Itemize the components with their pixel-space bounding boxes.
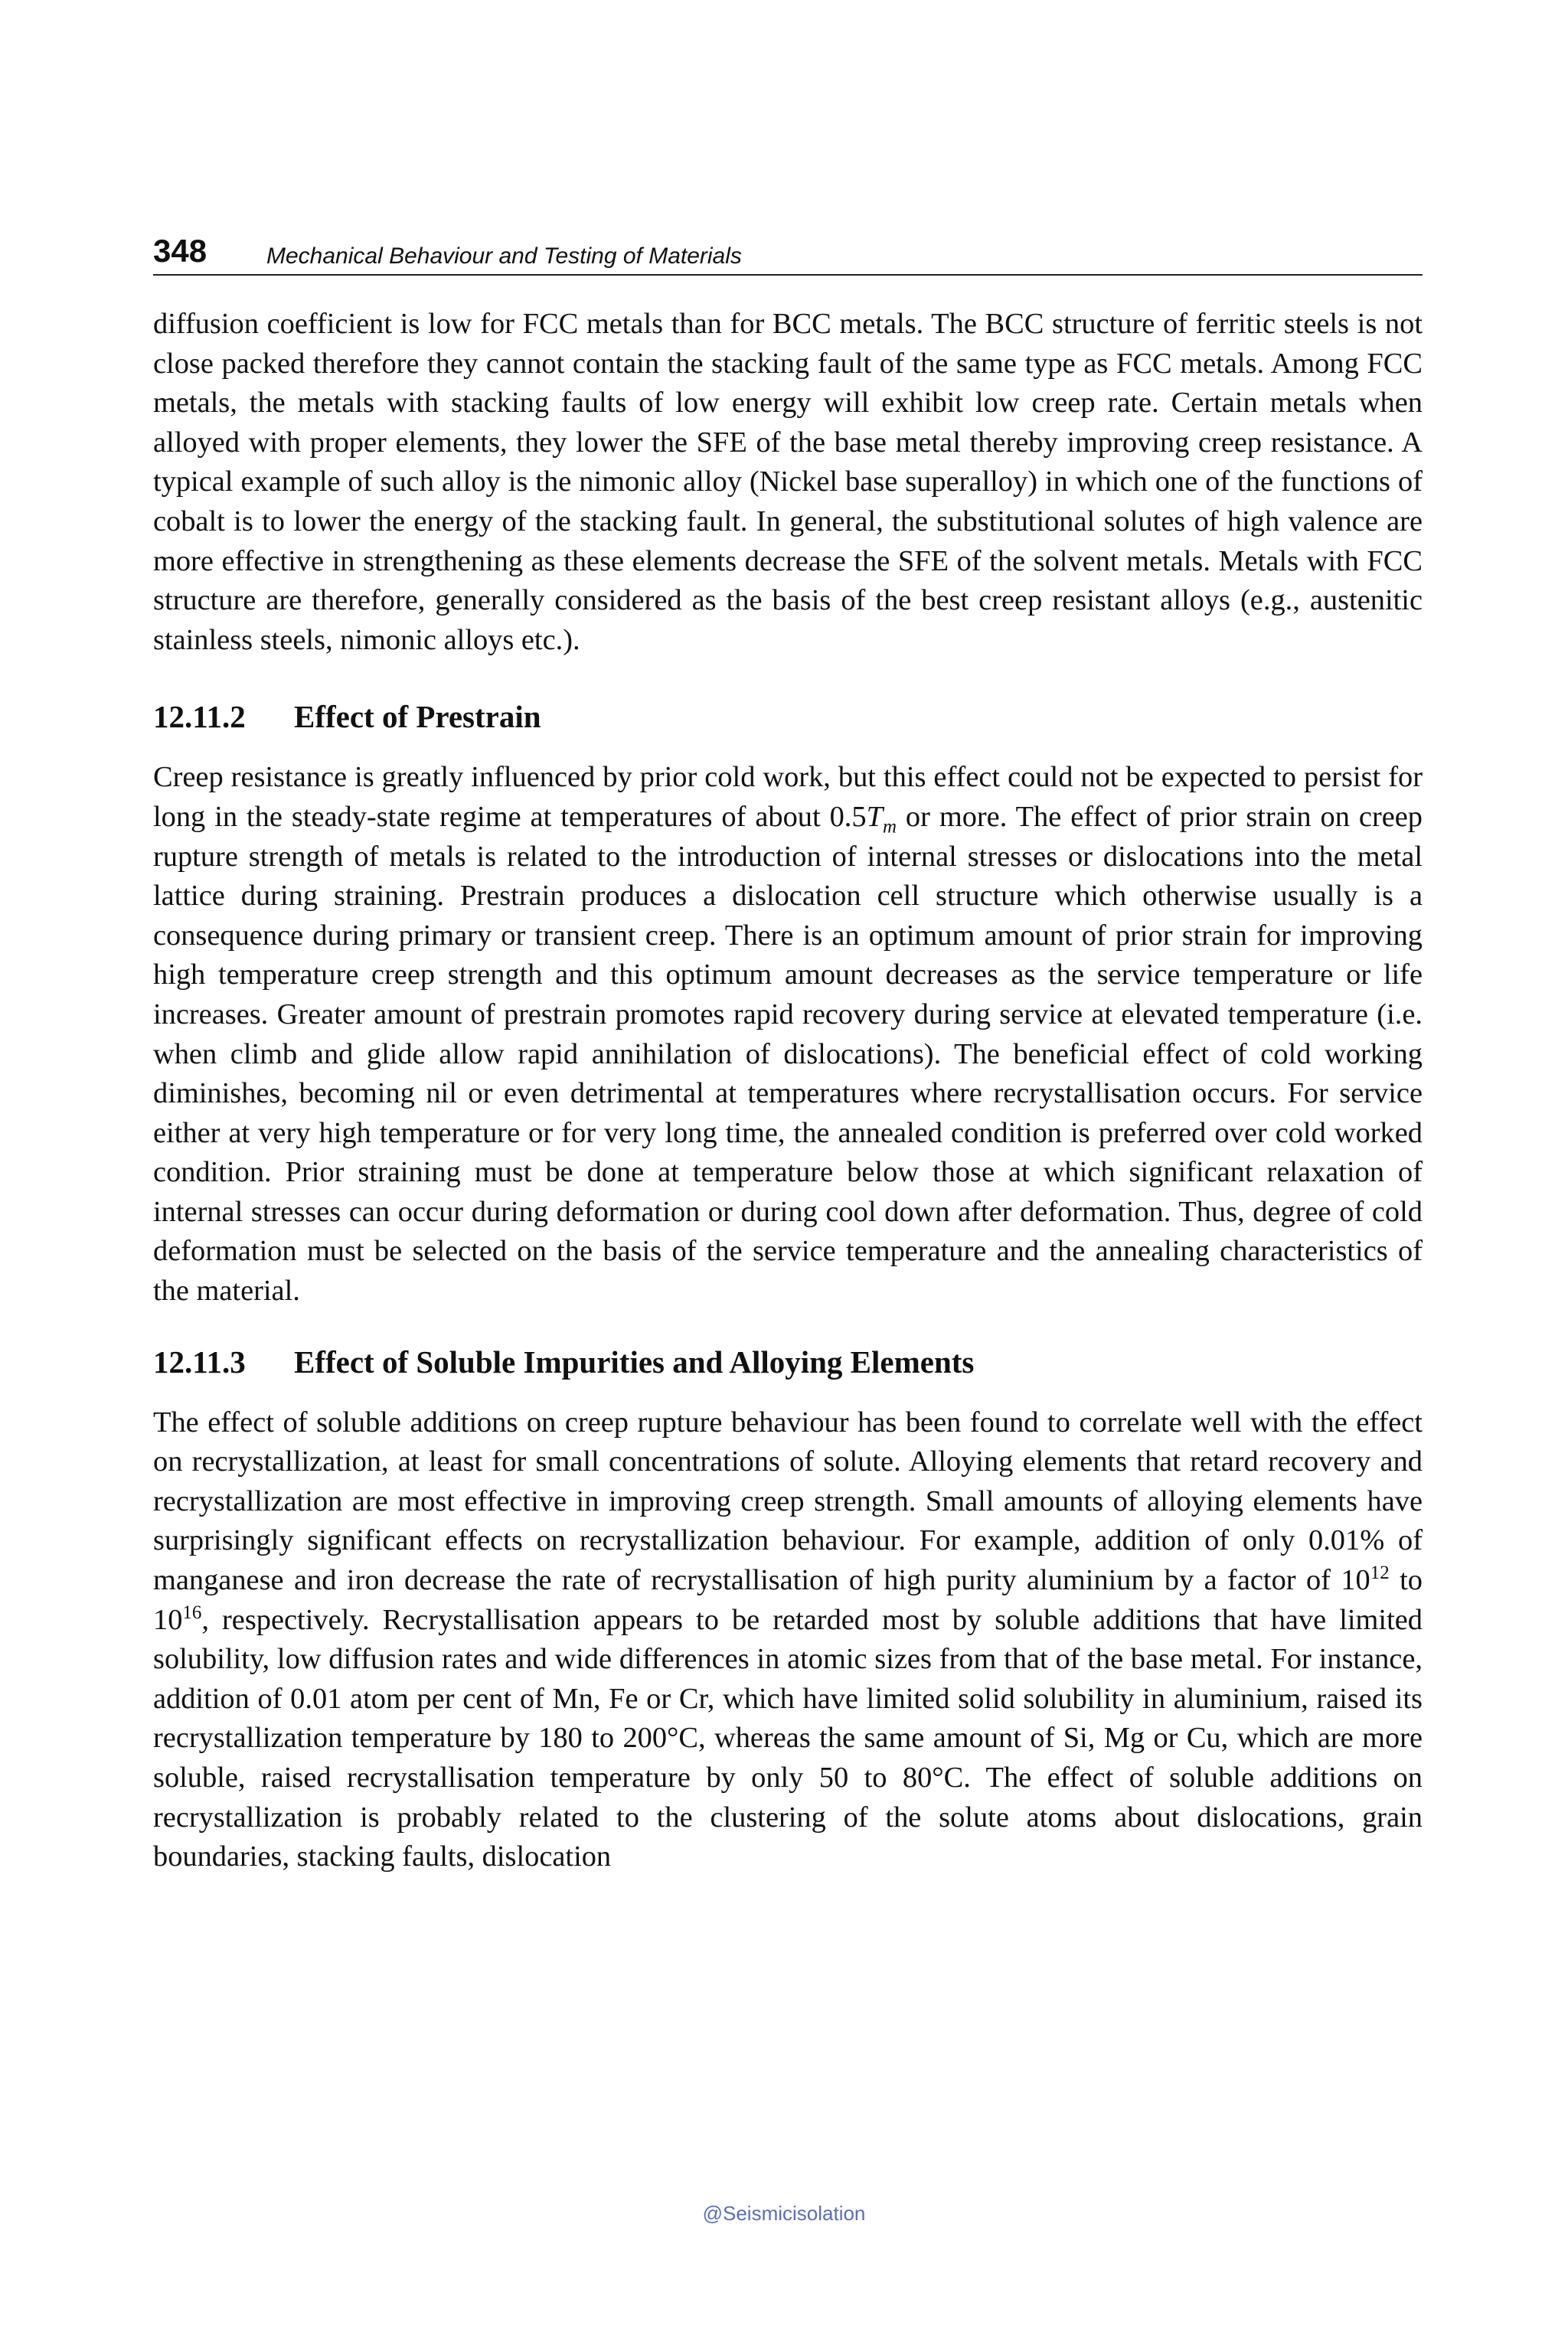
- book-title: Mechanical Behaviour and Testing of Materials: [266, 243, 742, 269]
- watermark: @Seismicisolation: [702, 2202, 866, 2225]
- section-number: 12.11.3: [153, 1344, 246, 1380]
- section-heading-impurities: [153, 1342, 1423, 1382]
- page-number: 348: [153, 233, 207, 269]
- text-run: Creep resistance is greatly influenced by prior cold work, but this effect could not be expected to persist for long in the steady-state regime at temperatures of about 0.5: [153, 761, 1423, 833]
- section-title: Effect of Prestrain: [294, 699, 541, 735]
- text-run: to 10: [153, 1564, 1423, 1636]
- text-run: or more. The effect of prior strain on creep rupture strength of metals is related to the introduction of internal stresses or dislocations into the metal lattice during straining. Prestrain produces a dislocation cell structure which otherwise usually is a consequence during primary or transient creep. There is an optimum amount of prior strain for improving high temperature creep strength and this optimum amount decreases as the service temperature or life increases. Greater amount of prestrain promotes rapid recovery during service at elevated temperature (i.e. when climb and glide allow rapid annihilation of dislocations). The beneficial effect of cold working diminishes, becoming nil or even detrimental at temperatures where recrystallisation occurs. For service either at very high temperature or for very long time, the annealed condition is preferred over cold worked condition. Prior straining must be done at temperature below those at which significant relaxation of internal stresses can occur during deformation or during cool down after deformation. Thus, degree of cold deformation must be selected on the basis of the service temperature and the annealing characteristics of the material.: [153, 800, 1423, 1308]
- prestrain-paragraph: [153, 758, 1423, 1311]
- text-run: The effect of soluble additions on creep rupture behaviour has been found to correlate well with the effect on recrystallization, at least for small concentrations of solute. Alloying elements that retard recovery and recrystallization are most effective in improving creep strength. Small amounts of alloying elements have surprisingly significant effects on recrystallization behaviour. For example, addition of only 0.01% of manganese and iron decrease the rate of recrystallisation of high purity aluminium by a factor of 10: [153, 1406, 1423, 1597]
- exponent: 12: [1370, 1563, 1390, 1584]
- page-content: [153, 305, 1423, 1877]
- exponent: 16: [182, 1602, 202, 1623]
- temperature-subscript: m: [882, 816, 897, 838]
- page-header: [153, 230, 1423, 276]
- text-run: , respectively. Recrystallisation appears to be retarded most by soluble additions that have limited solubility, low diffusion rates and wide differences in atomic sizes from that of the base metal. For instance, addition of 0.01 atom per cent of Mn, Fe or Cr, which have limited solid solubility in aluminium, raised its recrystallization temperature by 180 to 200°C, whereas the same amount of Si, Mg or Cu, which are more soluble, raised recrystallisation temperature by only 50 to 80°C. The effect of soluble additions on recrystallization is probably related to the clustering of the solute atoms about dislocations, grain boundaries, stacking faults, dislocation: [153, 1603, 1423, 1873]
- section-title: Effect of Soluble Impurities and Alloying Elements: [294, 1344, 975, 1380]
- section-number: 12.11.2: [153, 699, 246, 735]
- section-heading-prestrain: [153, 697, 1423, 736]
- temperature-symbol: T: [866, 800, 883, 833]
- intro-paragraph: diffusion coefficient is low for FCC metals than for BCC metals. The BCC structure of ferritic steels is not close packed therefore they cannot contain the stacking fault of the same type as FCC metals. Among FCC metals, the metals with stacking faults of low energy will exhibit low creep rate. Certain metals when alloyed with proper elements, they lower the SFE of the base metal thereby improving creep resistance. A typical example of such alloy is the nimonic alloy (Nickel base superalloy) in which one of the functions of cobalt is to lower the energy of the stacking fault. In general, the substitutional solutes of high valence are more effective in strengthening as these elements decrease the SFE of the solvent metals. Metals with FCC structure are therefore, generally considered as the basis of the best creep resistant alloys (e.g., austenitic stainless steels, nimonic alloys etc.).: [153, 308, 1423, 656]
- impurities-paragraph: [153, 1403, 1423, 1877]
